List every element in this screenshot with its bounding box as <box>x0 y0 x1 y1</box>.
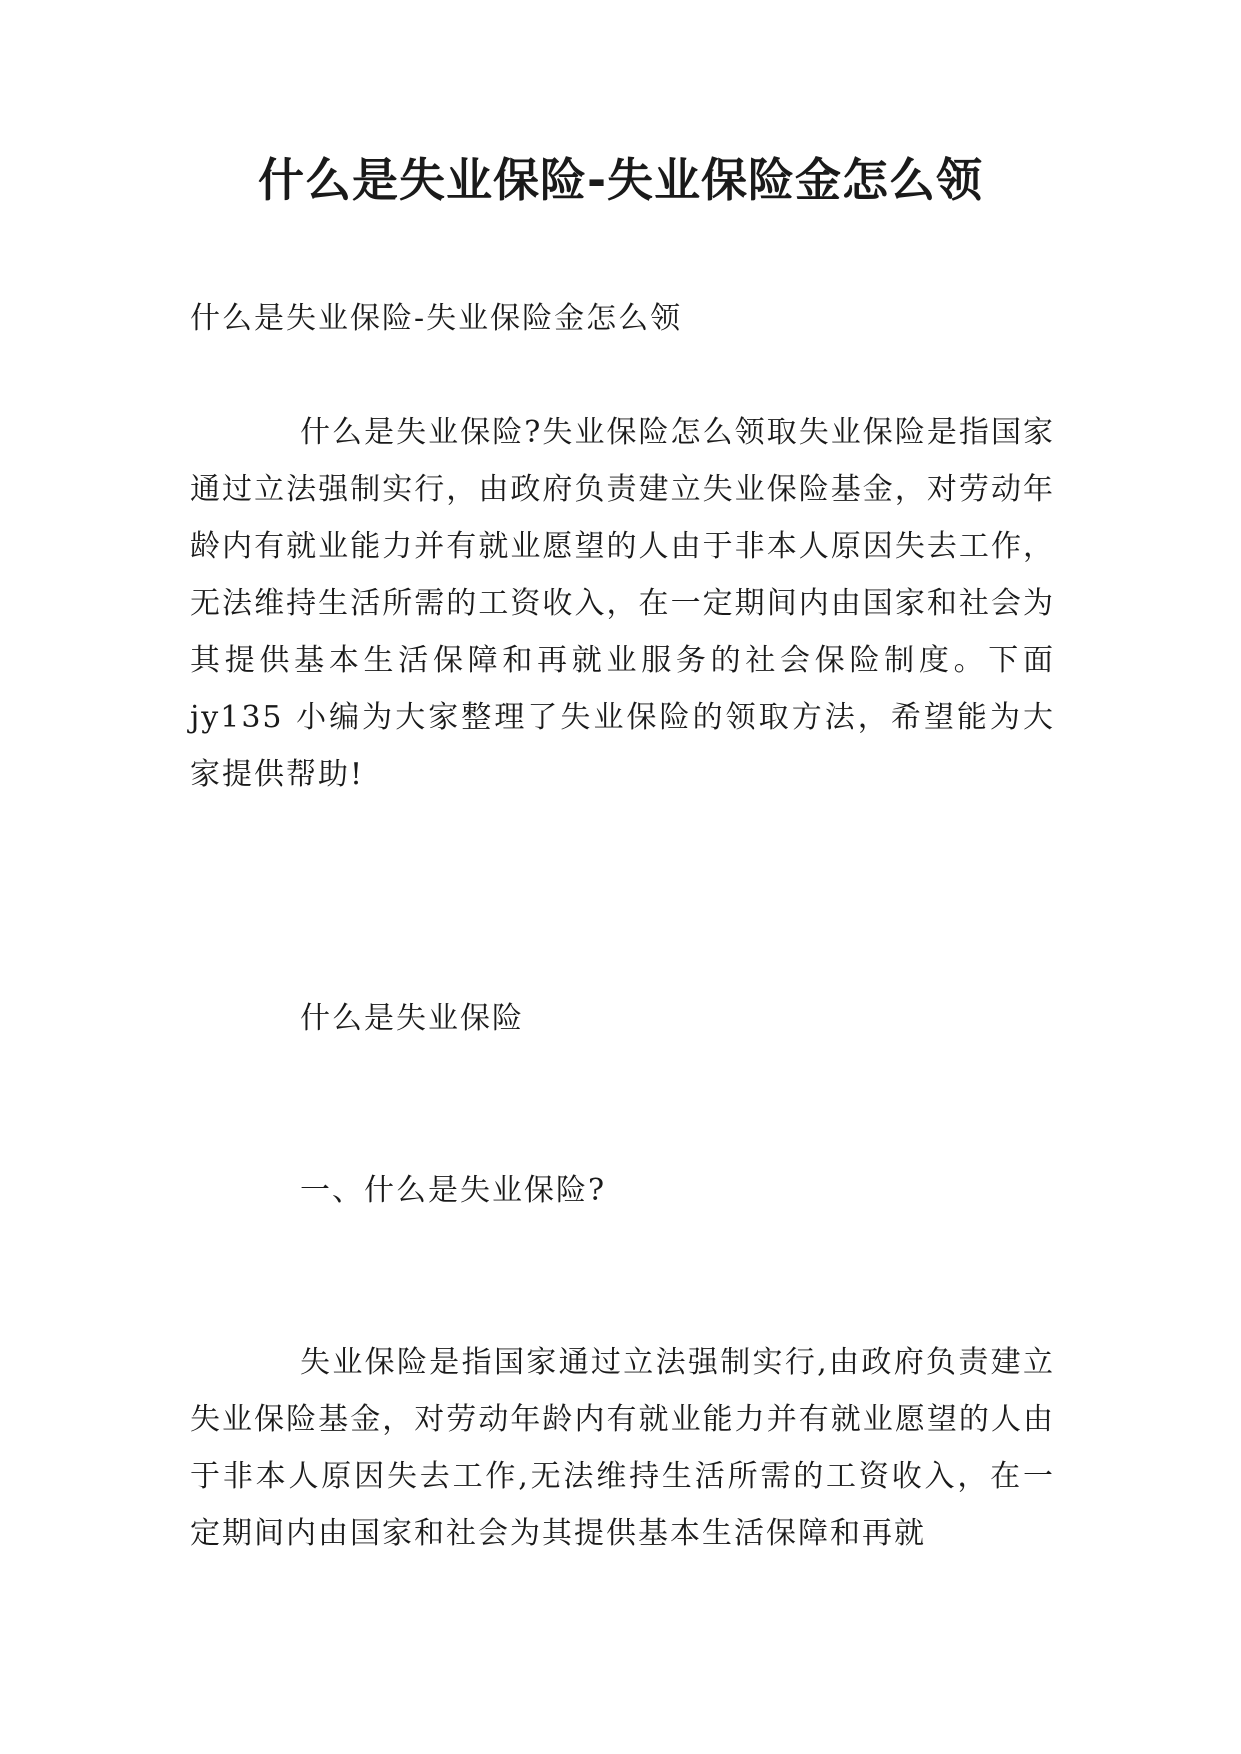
section-heading: 什么是失业保险 <box>300 1001 524 1036</box>
intro-paragraph: 什么是失业保险?失业保险怎么领取失业保险是指国家通过立法强制实行，由政府负责建立失业保险基金，对劳动年龄内有就业能力并有就业愿望的人由于非本人原因失去工作，无法维持生活所需的工资收入，在一定期间内由国家和社会为其提供基本生活保障和再就业服务的社会保险制度。下面 jy135 小编为大家整理了失业保险的领取方法，希望能为大家提供帮助! <box>190 415 1055 792</box>
body-paragraph: 失业保险是指国家通过立法强制实行,由政府负责建立失业保险基金，对劳动年龄内有就业能力并有就业愿望的人由于非本人原因失去工作,无法维持生活所需的工资收入，在一定期间内由国家和社会为其提供基本生活保障和再就 <box>190 1345 1055 1551</box>
question-heading: 一、什么是失业保险? <box>300 1173 607 1208</box>
document-subtitle: 什么是失业保险-失业保险金怎么领 <box>190 301 683 336</box>
document-title: 什么是失业保险-失业保险金怎么领 <box>257 153 984 207</box>
